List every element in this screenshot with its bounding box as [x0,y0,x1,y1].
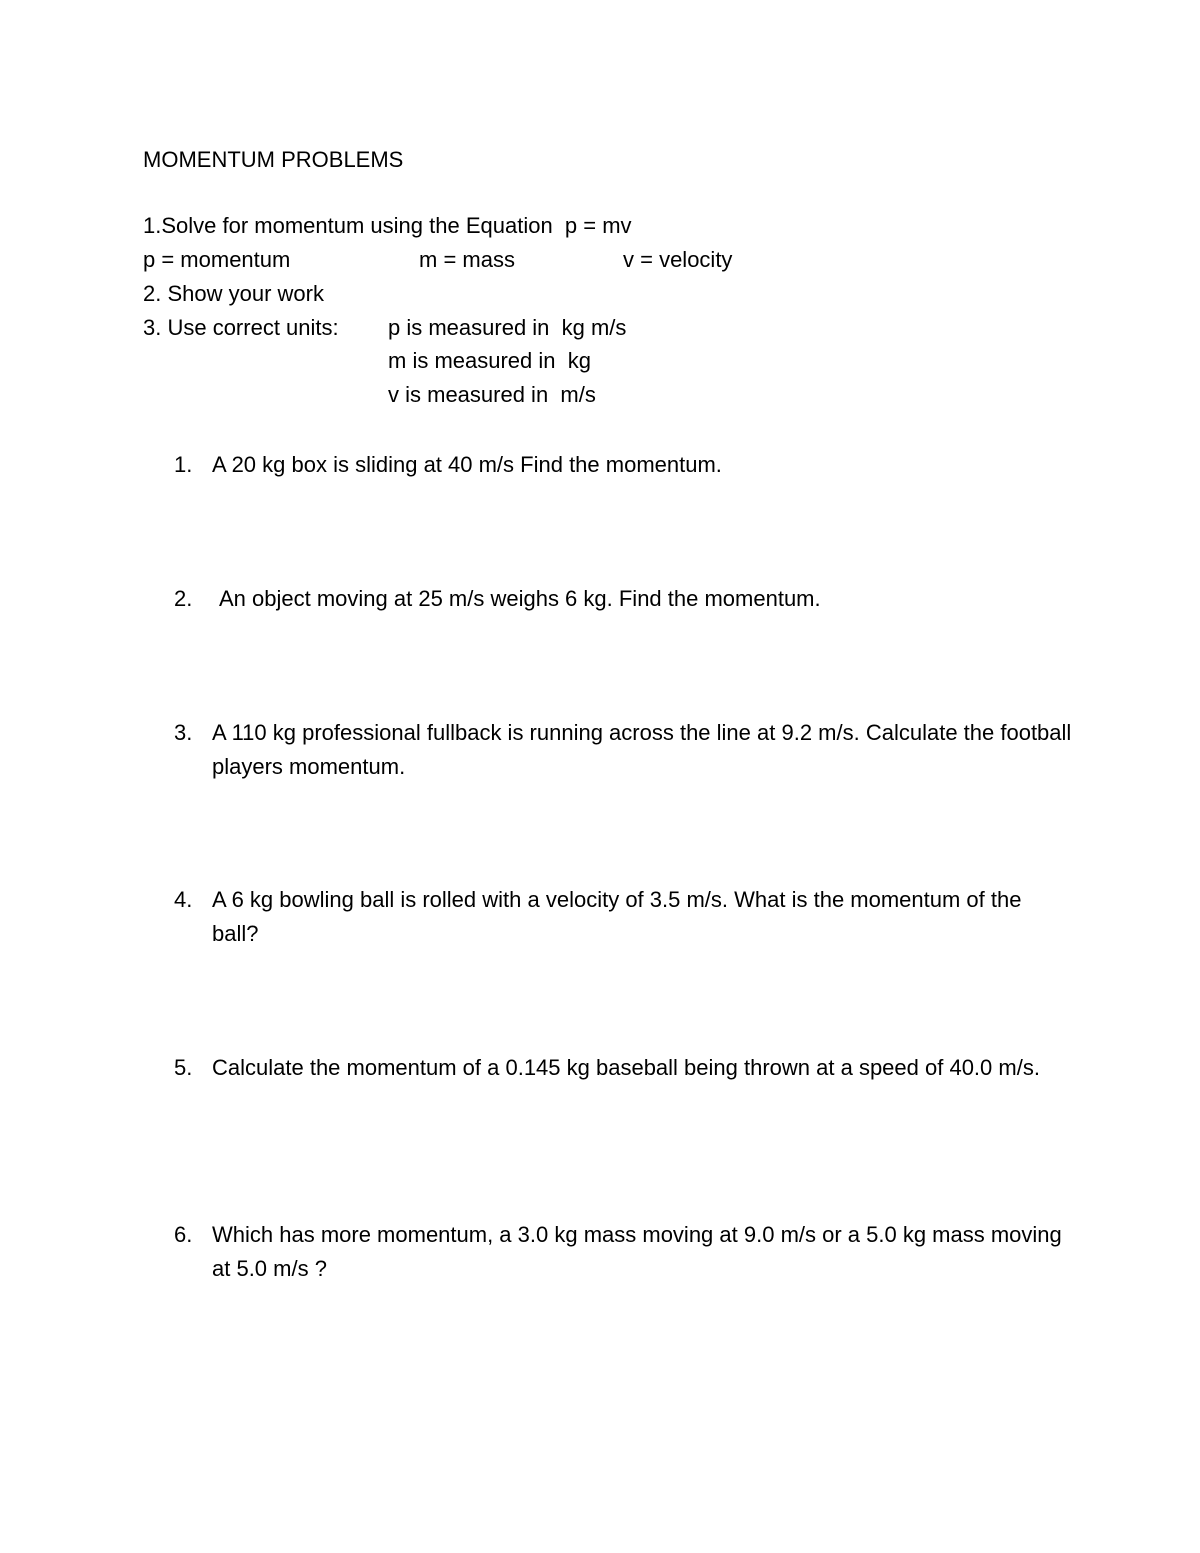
problem-text: Calculate the momentum of a 0.145 kg baseball being thrown at a speed of 40.0 m/s. [212,1055,1040,1080]
instruction-step-2: 2. Show your work [143,281,324,306]
definition-velocity: v = velocity [623,247,733,272]
problem-text: A 20 kg box is sliding at 40 m/s Find the momentum. [212,452,722,477]
problem-number: 6. [174,1222,193,1247]
unit-mass: m is measured in kg [388,348,591,373]
problem-number: 4. [174,887,193,912]
problem-text: An object moving at 25 m/s weighs 6 kg. Find the momentum. [219,586,821,611]
instruction-step-3: 3. Use correct units: [143,315,339,340]
problem-number: 2. [174,586,193,611]
problem-text: Which has more momentum, a 3.0 kg mass moving at 9.0 m/s or a 5.0 kg mass moving at 5.0 m/s ? [212,1222,1062,1281]
problem-text: A 6 kg bowling ball is rolled with a velocity of 3.5 m/s. What is the momentum of the ball? [212,887,1022,946]
problem-number: 3. [174,720,193,745]
problem-number: 5. [174,1055,193,1080]
unit-momentum: p is measured in kg m/s [388,315,627,340]
instruction-step-1: 1.Solve for momentum using the Equation p = mv [143,213,632,238]
problem-text: A 110 kg professional fullback is running across the line at 9.2 m/s. Calculate the football players momentum. [212,720,1072,779]
problem-number: 1. [174,452,193,477]
page-title: MOMENTUM PROBLEMS [143,147,404,172]
definition-momentum: p = momentum [143,247,291,272]
definition-mass: m = mass [419,247,515,272]
unit-velocity: v is measured in m/s [388,382,596,407]
